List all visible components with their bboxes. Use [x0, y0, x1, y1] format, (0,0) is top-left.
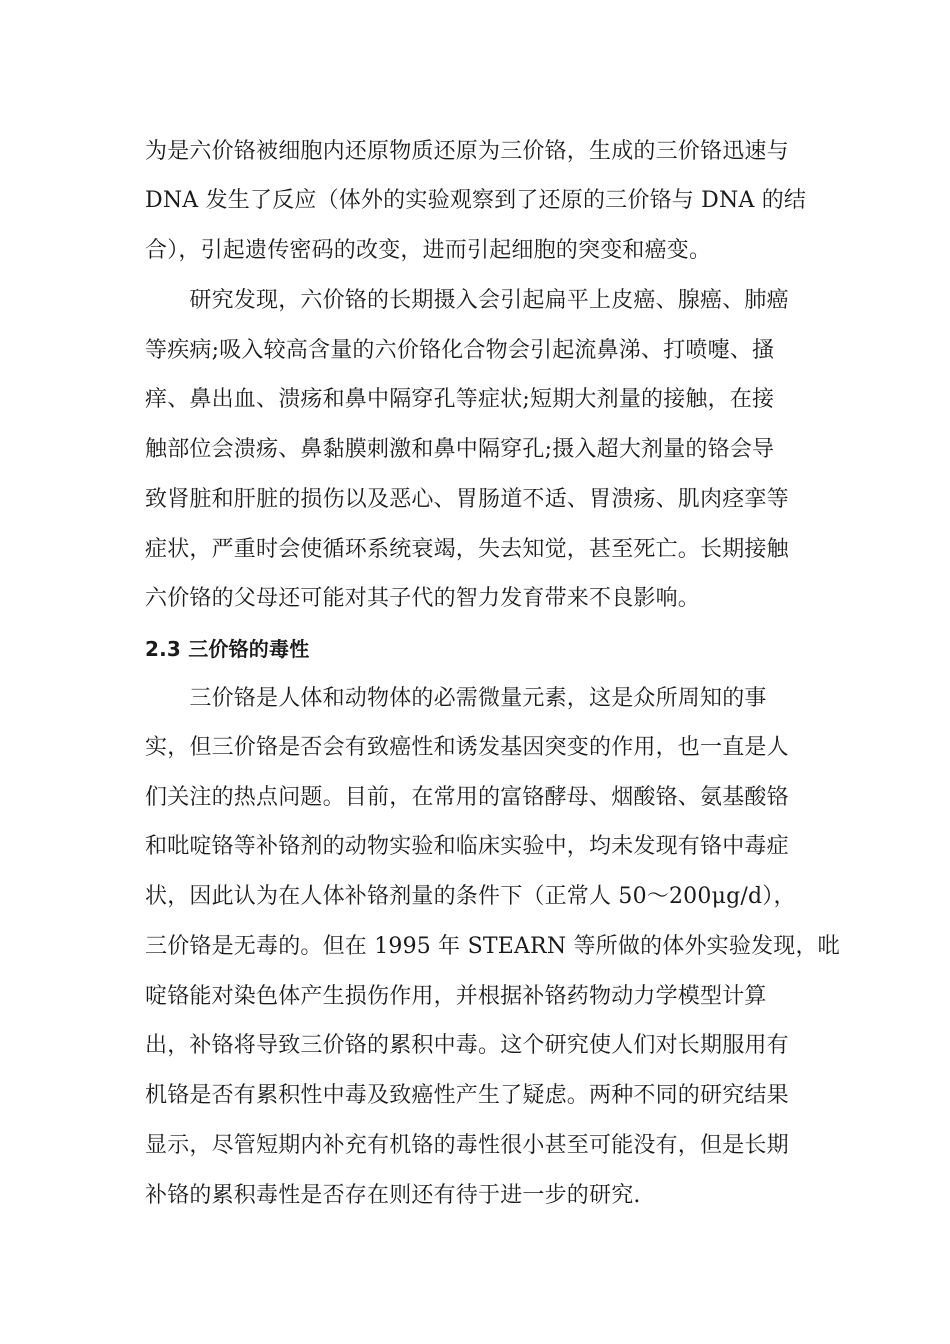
text-line: 触部位会溃疡、鼻黏膜刺激和鼻中隔穿孔;摄入超大剂量的铬会导 — [145, 437, 775, 462]
text-line: 合），引起遗传密码的改变，进而引起细胞的突变和癌变。 — [145, 238, 712, 263]
section-heading: 2.3 三价铬的毒性 — [145, 637, 310, 661]
text-line: 实，但三价铬是否会有致癌性和诱发基因突变的作用，也一直是人 — [145, 735, 789, 760]
text-line: 补铬的累积毒性是否存在则还有待于进一步的研究. — [145, 1183, 641, 1208]
text-line: 啶铬能对染色体产生损伤作用，并根据补铬药物动力学模型计算 — [145, 984, 767, 1009]
text-line: 们关注的热点问题。目前，在常用的富铬酵母、烟酸铬、氨基酸铬 — [145, 785, 789, 810]
text-line: 研究发现，六价铬的长期摄入会引起扁平上皮癌、腺癌、肺癌 — [145, 288, 789, 313]
text-line: 三价铬是无毒的。但在 1995 年 STEARN 等所做的体外实验发现，吡 — [145, 934, 840, 959]
text-line: 机铬是否有累积性中毒及致癌性产生了疑虑。两种不同的研究结果 — [145, 1083, 789, 1108]
text-line: 三价铬是人体和动物体的必需微量元素，这是众所周知的事 — [145, 686, 767, 711]
text-line: 症状，严重时会使循环系统衰竭，失去知觉，甚至死亡。长期接触 — [145, 537, 789, 562]
text-line: 为是六价铬被细胞内还原物质还原为三价铬，生成的三价铬迅速与 — [145, 139, 789, 164]
text-line: 致肾脏和肝脏的损伤以及恶心、胃肠道不适、胃溃疡、肌肉痉挛等 — [145, 487, 789, 512]
text-line: 显示，尽管短期内补充有机铬的毒性很小甚至可能没有，但是长期 — [145, 1133, 789, 1158]
text-line: DNA 发生了反应（体外的实验观察到了还原的三价铬与 DNA 的结 — [145, 188, 807, 213]
text-line: 等疾病;吸入较高含量的六价铬化合物会引起流鼻涕、打喷嚏、搔 — [145, 338, 775, 363]
text-line: 出，补铬将导致三价铬的累积中毒。这个研究使人们对长期服用有 — [145, 1033, 789, 1058]
text-line: 六价铬的父母还可能对其子代的智力发育带来不良影响。 — [145, 586, 701, 611]
text-line: 痒、鼻出血、溃疡和鼻中隔穿孔等症状;短期大剂量的接触，在接 — [145, 387, 775, 412]
text-line: 状，因此认为在人体补铬剂量的条件下（正常人 50～200μg/d）， — [145, 884, 796, 909]
text-line: 和吡啶铬等补铬剂的动物实验和临床实验中，均未发现有铬中毒症 — [145, 834, 789, 859]
